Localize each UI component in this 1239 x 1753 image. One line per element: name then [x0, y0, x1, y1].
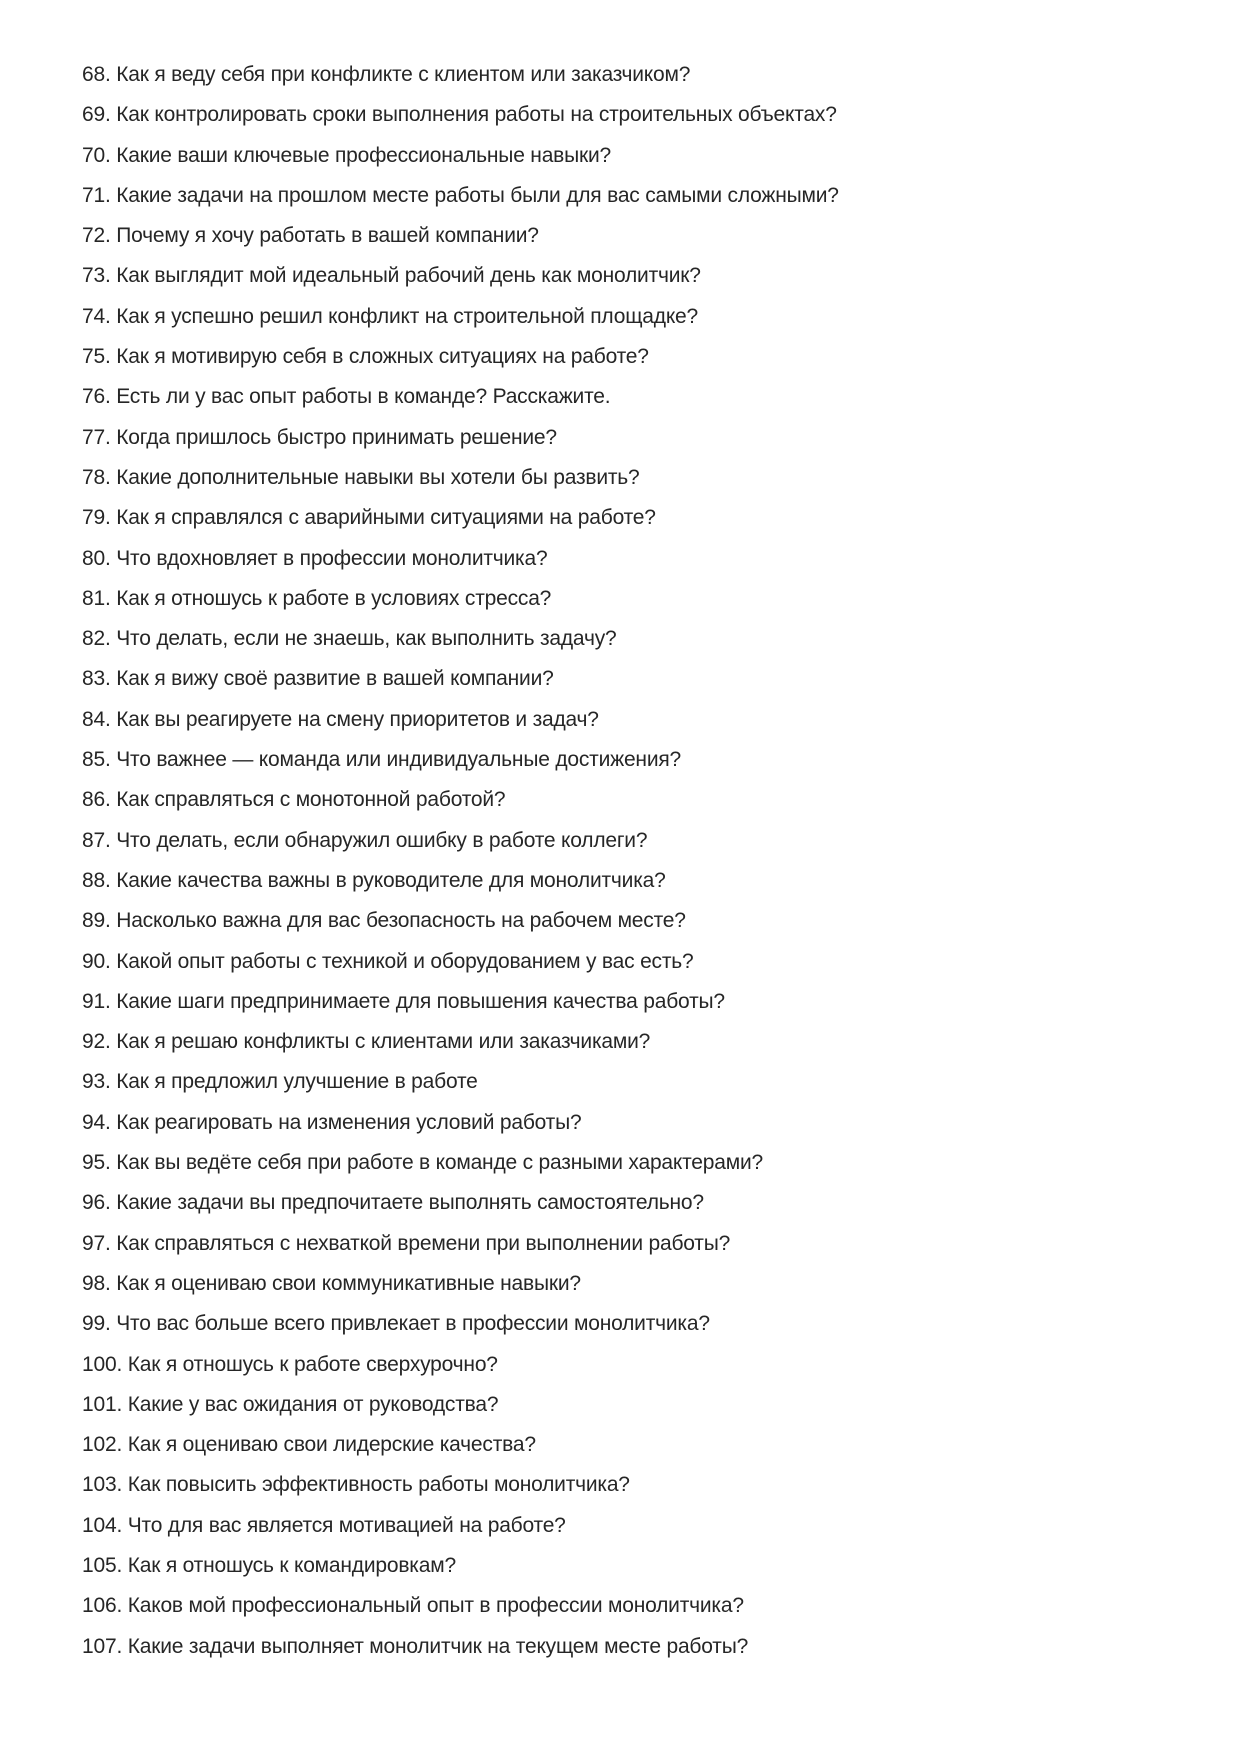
question-text: Какие задачи выполняет монолитчик на текущем месте работы?: [127, 1634, 749, 1658]
question-number: 106.: [82, 1594, 123, 1618]
question-number: 101.: [82, 1392, 123, 1416]
question-number: 98.: [82, 1271, 111, 1295]
question-text: Что делать, если не знаешь, как выполнить задачу?: [116, 627, 617, 651]
list-item: [82, 458, 1199, 498]
list-item: [82, 1022, 1199, 1062]
question-number: 79.: [82, 506, 111, 530]
question-text: Как я успешно решил конфликт на строительной площадке?: [116, 304, 698, 328]
list-item: [82, 942, 1199, 982]
list-item: [82, 901, 1199, 941]
question-number: 70.: [82, 143, 111, 167]
question-text: Каков мой профессиональный опыт в профессии монолитчика?: [127, 1594, 744, 1618]
question-text: Как я веду себя при конфликте с клиентом или заказчиком?: [116, 63, 691, 86]
list-item: [82, 700, 1199, 740]
question-number: 97.: [82, 1231, 111, 1255]
question-text: Как я мотивирую себя в сложных ситуациях на работе?: [116, 345, 649, 369]
question-number: 104.: [82, 1513, 123, 1537]
question-number: 87.: [82, 828, 111, 852]
question-number: 107.: [82, 1634, 123, 1658]
list-item: [82, 216, 1199, 256]
question-text: Как вы реагируете на смену приоритетов и задач?: [116, 707, 599, 731]
list-item: [82, 1062, 1199, 1102]
question-number: 69.: [82, 103, 111, 127]
question-text: Как я вижу своё развитие в вашей компании?: [116, 667, 554, 691]
question-number: 83.: [82, 667, 111, 691]
list-item: [82, 1103, 1199, 1143]
list-item: [82, 1425, 1199, 1465]
question-number: 74.: [82, 304, 111, 328]
question-number: 88.: [82, 868, 111, 892]
question-text: Как реагировать на изменения условий работы?: [116, 1110, 582, 1134]
question-text: Как я отношусь к командировкам?: [127, 1553, 456, 1577]
question-text: Как я отношусь к работе сверхурочно?: [127, 1352, 498, 1376]
question-text: Какой опыт работы с техникой и оборудованием у вас есть?: [116, 949, 694, 973]
question-text: Какие ваши ключевые профессиональные навыки?: [116, 143, 612, 167]
question-number: 92.: [82, 1030, 111, 1054]
question-number: 77.: [82, 425, 111, 449]
question-text: Почему я хочу работать в вашей компании?: [116, 224, 539, 248]
question-number: 105.: [82, 1553, 123, 1577]
question-text: Как я оцениваю свои коммуникативные навыки?: [116, 1271, 581, 1295]
list-item: [82, 377, 1199, 417]
question-text: Как я предложил улучшение в работе: [116, 1070, 478, 1094]
question-text: Какие дополнительные навыки вы хотели бы развить?: [116, 465, 640, 489]
question-text: Как контролировать сроки выполнения работы на строительных объектах?: [116, 103, 837, 127]
question-number: 68.: [82, 63, 111, 86]
question-text: Что для вас является мотивацией на работе?: [127, 1513, 566, 1537]
question-number: 86.: [82, 788, 111, 812]
list-item: [82, 297, 1199, 337]
question-text: Какие шаги предпринимаете для повышения качества работы?: [116, 989, 725, 1013]
question-text: Как я справлялся с аварийными ситуациями на работе?: [116, 506, 656, 530]
list-item: [82, 1385, 1199, 1425]
list-item: [82, 619, 1199, 659]
list-item: [82, 539, 1199, 579]
list-item: [82, 659, 1199, 699]
list-item: [82, 861, 1199, 901]
list-item: [82, 1183, 1199, 1223]
question-number: 100.: [82, 1352, 123, 1376]
list-item: [82, 982, 1199, 1022]
question-text: Как я решаю конфликты с клиентами или заказчиками?: [116, 1030, 651, 1054]
question-number: 78.: [82, 465, 111, 489]
list-item: [82, 780, 1199, 820]
question-text: Как вы ведёте себя при работе в команде с разными характерами?: [116, 1151, 763, 1175]
question-number: 89.: [82, 909, 111, 933]
list-item: [82, 579, 1199, 619]
list-item: [82, 337, 1199, 377]
question-number: 81.: [82, 586, 111, 610]
question-number: 96.: [82, 1191, 111, 1215]
question-number: 71.: [82, 183, 111, 207]
list-item: [82, 498, 1199, 538]
list-item: [82, 418, 1199, 458]
list-item: [82, 176, 1199, 216]
question-text: Как я отношусь к работе в условиях стресса?: [116, 586, 552, 610]
question-list: [82, 55, 1199, 1667]
question-text: Какие у вас ожидания от руководства?: [127, 1392, 499, 1416]
question-number: 103.: [82, 1473, 123, 1497]
question-text: Как справляться с монотонной работой?: [116, 788, 506, 812]
question-number: 102.: [82, 1433, 123, 1457]
question-text: Как я оцениваю свои лидерские качества?: [127, 1433, 536, 1457]
question-number: 84.: [82, 707, 111, 731]
question-number: 93.: [82, 1070, 111, 1094]
question-number: 90.: [82, 949, 111, 973]
question-text: Когда пришлось быстро принимать решение?: [116, 425, 557, 449]
list-item: [82, 1224, 1199, 1264]
question-text: Что вдохновляет в профессии монолитчика?: [116, 546, 548, 570]
question-number: 99.: [82, 1312, 111, 1336]
question-text: Как выглядит мой идеальный рабочий день как монолитчик?: [116, 264, 701, 288]
list-item: [82, 1465, 1199, 1505]
question-number: 91.: [82, 989, 111, 1013]
list-item: [82, 1264, 1199, 1304]
list-item: [82, 1506, 1199, 1546]
list-item: [82, 1546, 1199, 1586]
list-item: [82, 256, 1199, 296]
list-item: [82, 1345, 1199, 1385]
question-number: 94.: [82, 1110, 111, 1134]
question-text: Как справляться с нехваткой времени при выполнении работы?: [116, 1231, 731, 1255]
question-text: Что делать, если обнаружил ошибку в работе коллеги?: [116, 828, 648, 852]
question-text: Какие качества важны в руководителе для монолитчика?: [116, 868, 666, 892]
list-item: [82, 136, 1199, 176]
question-text: Что вас больше всего привлекает в профессии монолитчика?: [116, 1312, 710, 1336]
list-item: [82, 95, 1199, 135]
question-number: 85.: [82, 748, 111, 772]
list-item: [82, 55, 1199, 95]
question-text: Какие задачи вы предпочитаете выполнять самостоятельно?: [116, 1191, 704, 1215]
list-item: [82, 1143, 1199, 1183]
question-number: 75.: [82, 345, 111, 369]
question-text: Что важнее — команда или индивидуальные достижения?: [116, 748, 682, 772]
list-item: [82, 821, 1199, 861]
question-number: 82.: [82, 627, 111, 651]
question-text: Какие задачи на прошлом месте работы были для вас самыми сложными?: [116, 183, 839, 207]
question-number: 95.: [82, 1151, 111, 1175]
list-item: [82, 740, 1199, 780]
list-item: [82, 1304, 1199, 1344]
question-number: 80.: [82, 546, 111, 570]
list-item: [82, 1627, 1199, 1667]
question-number: 73.: [82, 264, 111, 288]
question-text: Есть ли у вас опыт работы в команде? Расскажите.: [116, 385, 611, 409]
list-item: [82, 1586, 1199, 1626]
question-text: Как повысить эффективность работы монолитчика?: [127, 1473, 630, 1497]
question-text: Насколько важна для вас безопасность на рабочем месте?: [116, 909, 686, 933]
question-number: 72.: [82, 224, 111, 248]
question-number: 76.: [82, 385, 111, 409]
